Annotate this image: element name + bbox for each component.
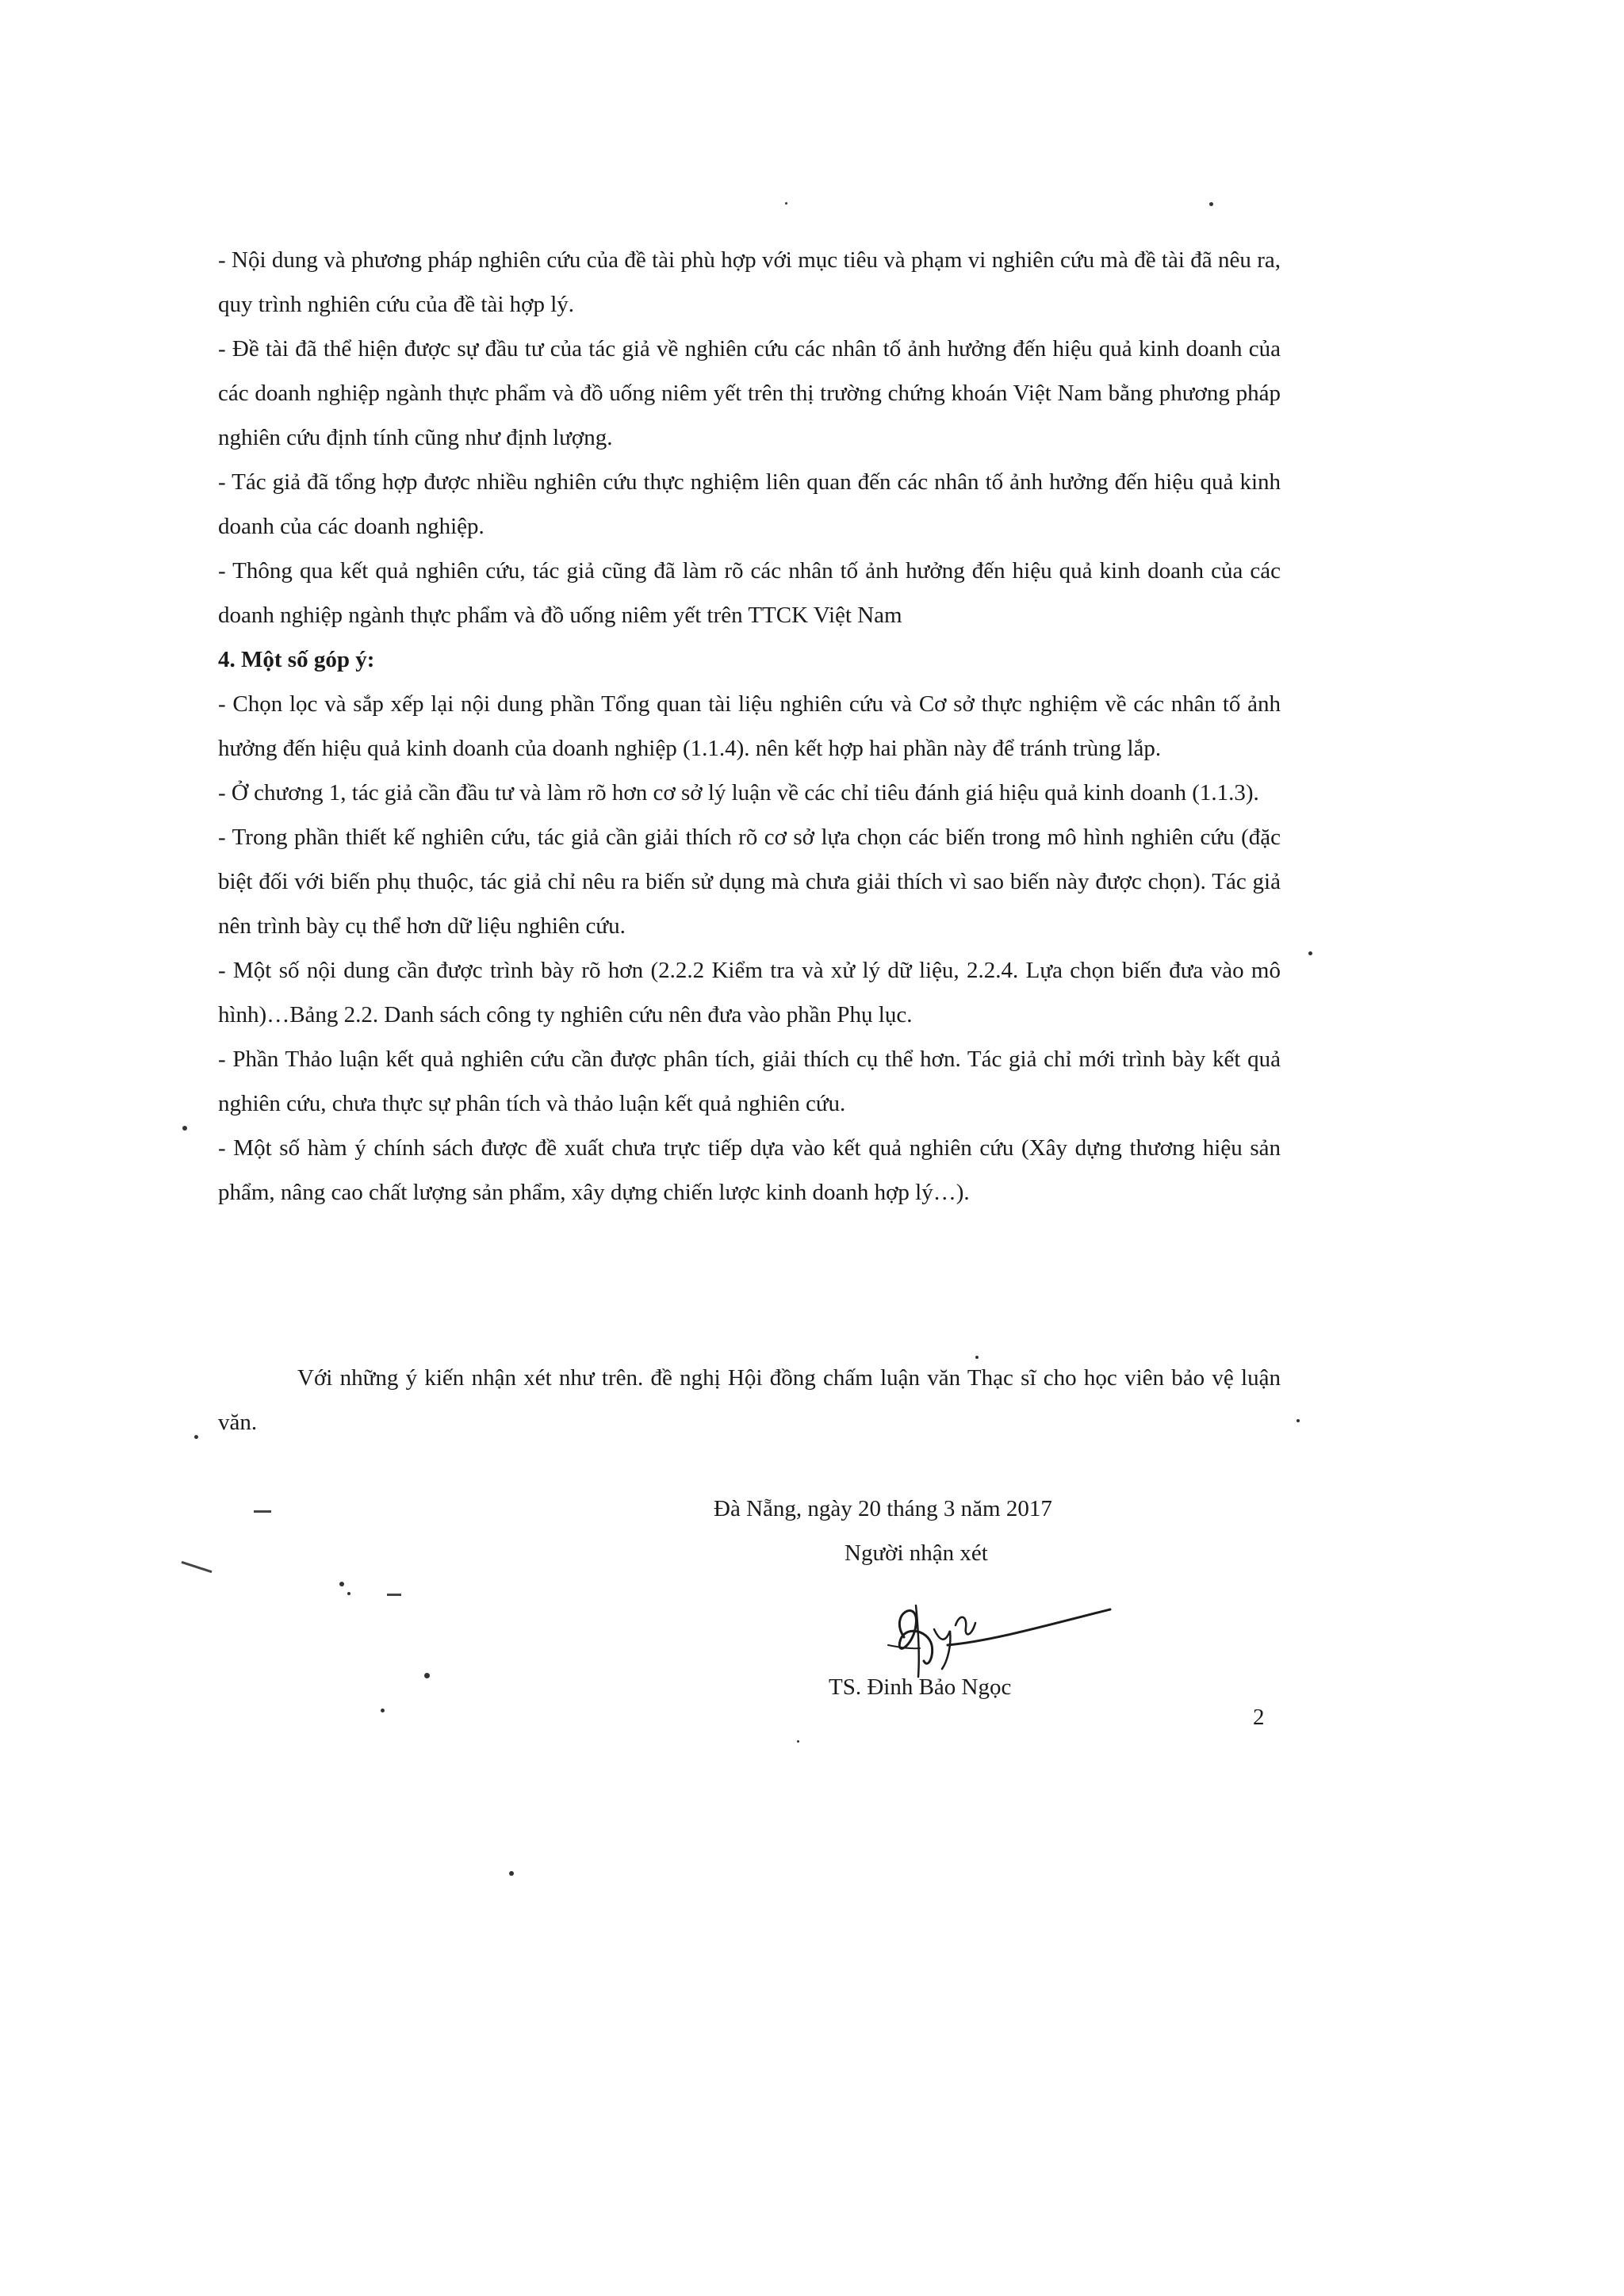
paragraph: - Đề tài đã thể hiện được sự đầu tư của tác giả về nghiên cứu các nhân tố ảnh hưởng đến hiệu quả kinh doanh của các doanh nghiệp ngành thực phẩm và đồ uống niêm yết trên thị trường chứng khoán Việt Nam bằng phương pháp nghiên cứu định tính cũng như định lượng.	[218, 336, 1281, 450]
scan-speck	[347, 1592, 350, 1595]
signer-role: Người nhận xét	[845, 1540, 988, 1566]
suggestion-item: - Chọn lọc và sắp xếp lại nội dung phần Tổng quan tài liệu nghiên cứu và Cơ sở thực nghiệm về các nhân tố ảnh hưởng đến hiệu quả kinh doanh của doanh nghiệp (1.1.4). nên kết hợp hai phần này để tránh trùng lắp.	[218, 691, 1281, 761]
place-date: Đà Nẵng, ngày 20 tháng 3 năm 2017	[714, 1496, 1052, 1521]
scan-speck	[797, 1740, 799, 1743]
suggestion-item: - Trong phần thiết kế nghiên cứu, tác giả cần giải thích rõ cơ sở lựa chọn các biến trong mô hình nghiên cứu (đặc biệt đối với biến phụ thuộc, tác giả chỉ nêu ra biến sử dụng mà chưa giải thích vì sao biến này được chọn). Tác giả nên trình bày cụ thể hơn dữ liệu nghiên cứu.	[218, 825, 1281, 939]
scan-mark	[387, 1594, 401, 1596]
section-heading: 4. Một số góp ý:	[218, 647, 375, 672]
paragraph: - Tác giả đã tổng hợp được nhiều nghiên cứu thực nghiệm liên quan đến các nhân tố ảnh hưởng đến hiệu quả kinh doanh của các doanh nghiệp.	[218, 469, 1281, 539]
scan-mark	[182, 1561, 213, 1573]
signer-name: TS. Đinh Bảo Ngọc	[829, 1674, 1012, 1700]
scan-mark	[254, 1510, 271, 1513]
suggestion-item: - Một số nội dung cần được trình bày rõ hơn (2.2.2 Kiểm tra và xử lý dữ liệu, 2.2.4. Lựa chọn biến đưa vào mô hình)…Bảng 2.2. Danh sách công ty nghiên cứu nên đưa vào phần Phụ lục.	[218, 958, 1281, 1027]
document-body	[218, 238, 1281, 1215]
suggestion-item: - Phần Thảo luận kết quả nghiên cứu cần được phân tích, giải thích cụ thể hơn. Tác giả chỉ mới trình bày kết quả nghiên cứu, chưa thực sự phân tích và thảo luận kết quả nghiên cứu.	[218, 1047, 1281, 1116]
scan-speck	[381, 1709, 385, 1712]
scan-speck	[975, 1356, 979, 1359]
scan-speck	[785, 202, 787, 205]
page-number: 2	[1253, 1705, 1265, 1730]
scan-speck	[1297, 1419, 1300, 1422]
paragraph: - Thông qua kết quả nghiên cứu, tác giả cũng đã làm rõ các nhân tố ảnh hưởng đến hiệu quả kinh doanh của các doanh nghiệp ngành thực phẩm và đồ uống niêm yết trên TTCK Việt Nam	[218, 558, 1281, 628]
scan-speck	[339, 1582, 344, 1586]
suggestion-item: - Ở chương 1, tác giả cần đầu tư và làm rõ hơn cơ sở lý luận về các chỉ tiêu đánh giá hiệu quả kinh doanh (1.1.3).	[218, 780, 1259, 806]
suggestion-item: - Một số hàm ý chính sách được đề xuất chưa trực tiếp dựa vào kết quả nghiên cứu (Xây dựng thương hiệu sản phẩm, nâng cao chất lượng sản phẩm, xây dựng chiến lược kinh doanh hợp lý…).	[218, 1135, 1281, 1205]
scan-speck	[1209, 202, 1213, 206]
scan-speck	[182, 1126, 187, 1131]
scan-speck	[424, 1673, 430, 1678]
paragraph: - Nội dung và phương pháp nghiên cứu của đề tài phù hợp với mục tiêu và phạm vi nghiên cứu mà đề tài đã nêu ra, quy trình nghiên cứu của đề tài hợp lý.	[218, 247, 1281, 317]
scan-speck	[509, 1871, 514, 1876]
scan-speck	[194, 1435, 198, 1439]
closing-statement: Với những ý kiến nhận xét như trên. đề nghị Hội đồng chấm luận văn Thạc sĩ cho học viên bảo vệ luận văn.	[218, 1365, 1281, 1435]
scan-speck	[1308, 951, 1312, 955]
